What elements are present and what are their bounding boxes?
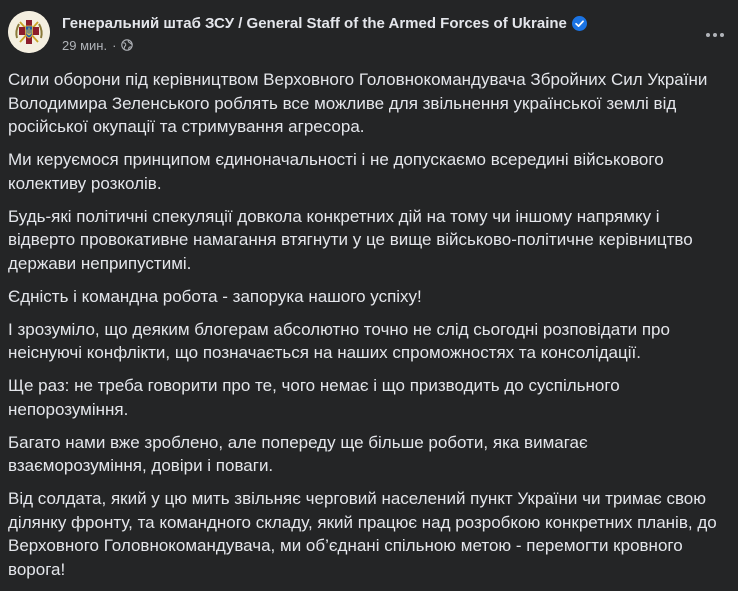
post-meta [62,36,133,54]
post-header [0,0,738,64]
post-paragraph: Багато нами вже зроблено, але попереду ще більше роботи, яка вимагає взаєморозуміння, довіри і поваги. [8,432,588,475]
page-avatar[interactable] [8,11,50,53]
post-paragraph: Будь-які політичні спекуляції довкола конкретних дій на тому чи іншому напрямку і відверто провокативне намагання втягнути у це вище військово-політичне керівництво держави неприпустимі. [8,206,693,273]
post-paragraph: Єдність і командна робота - запорука нашого успіху! [8,286,422,306]
post-body [8,68,730,591]
globe-icon[interactable] [121,39,133,51]
verified-badge-icon [572,16,587,31]
post-timestamp[interactable]: 29 мин. [62,37,108,53]
author-name[interactable]: Генеральний штаб ЗСУ / General Staff of the Armed Forces of Ukraine [62,14,567,32]
more-options-icon [705,32,725,38]
meta-separator: · [112,37,117,53]
post-paragraph: І зрозуміло, що деяким блогерам абсолютно точно не слід сьогодні розповідати про неіснуючі конфлікти, що позначається на наших спроможностях та консолідації. [8,319,670,362]
more-options-button[interactable] [698,18,732,52]
general-staff-emblem-icon [8,11,50,53]
post-paragraph: Від солдата, який у цю мить звільняє черговий населений пункт України чи тримає свою ділянку фронту, та командного складу, який працює над розробкою конкретних планів, до Верховного Головнокомандувача, ми об’єднані спільною метою - перемогти кровного ворога! [8,489,717,579]
post-paragraph: Ми керуємося принципом єдиноначальності і не допускаємо всередині військового колективу розколів. [8,150,664,193]
author-line [62,12,587,34]
post-paragraph: Сили оборони під керівництвом Верховного Головнокомандувача Збройних Сил України Володимира Зеленського роблять все можливе для звільнення української землі від російської окупації та стримування агресора. [8,70,708,136]
post-paragraph: Ще раз: не треба говорити про те, чого немає і що призводить до суспільного непорозуміння. [8,376,620,419]
